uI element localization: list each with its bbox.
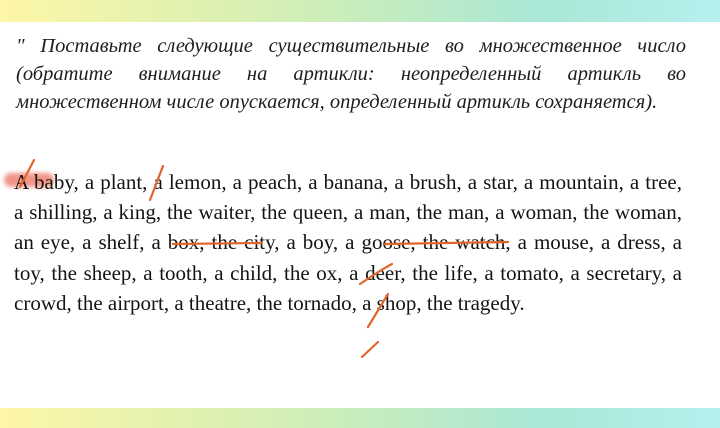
mark-airport xyxy=(362,342,378,357)
textbook-page xyxy=(0,22,720,408)
exercise-word-list xyxy=(14,167,682,318)
instruction-text: " Поставьте следующие существительные во множественное число (обратите внимание на артикли: неопределенный артикль во множественном числе опускается, определенный артикль сохраняется). xyxy=(16,35,686,113)
exercise-instruction xyxy=(16,32,686,116)
exercise-text: A baby, a plant, a lemon, a peach, a banana, a brush, a star, a mountain, a tree, a shilling, a king, the waiter, the queen, a man, the man, a woman, the woman, an eye, a shelf, a box, the city, a boy, a goose, the watch, a mouse, a dress, a toy, the sheep, a tooth, a child, the ox, a deer, the life, a tomato, a secretary, a crowd, the airport, a theatre, the tornado, a shop, the tragedy. xyxy=(14,170,682,315)
